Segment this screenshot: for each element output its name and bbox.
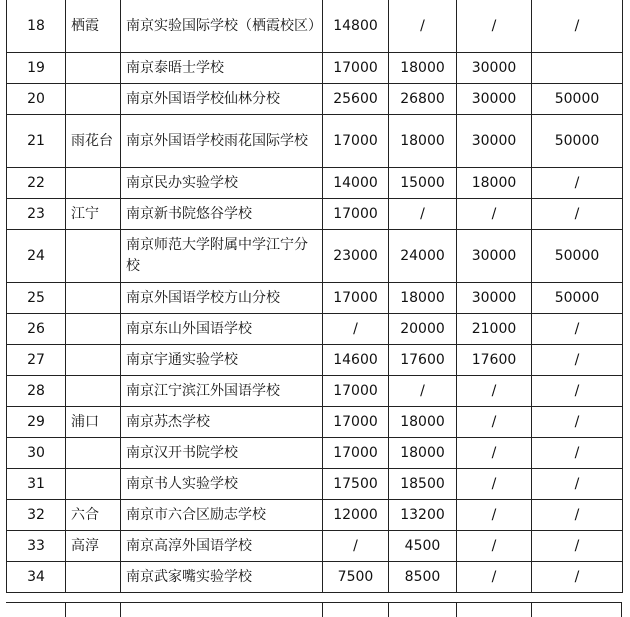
table-row: [7, 562, 623, 593]
fee-cell-3: 17600: [457, 345, 532, 376]
school-name: 南京汉开书院学校: [121, 438, 323, 469]
table-row: [7, 168, 623, 199]
fee-cell-3: /: [457, 376, 532, 407]
fee-cell-1: 17500: [323, 469, 389, 500]
fee-cell-4: /: [532, 345, 623, 376]
school-name: 南京新书院悠谷学校: [121, 199, 323, 230]
district-cell: 高淳: [66, 531, 121, 562]
fee-cell-3: 30000: [457, 283, 532, 314]
fee-cell-1: 17000: [323, 283, 389, 314]
school-name: 南京实验国际学校（栖霞校区）: [121, 0, 323, 53]
fee-cell-4: 50000: [532, 283, 623, 314]
district-cell: [66, 53, 121, 84]
fee-cell-2: 18000: [389, 438, 457, 469]
table-row: [7, 376, 623, 407]
school-name: 南京市六合区励志学校: [121, 500, 323, 531]
district-cell: 雨花台: [66, 115, 121, 168]
table-body: [7, 0, 623, 593]
district-cell: [66, 168, 121, 199]
district-cell: [66, 314, 121, 345]
row-number: 29: [7, 407, 66, 438]
district-cell: [66, 469, 121, 500]
fee-cell-1: 7500: [323, 562, 389, 593]
row-number: 27: [7, 345, 66, 376]
fee-cell-3: 18000: [457, 168, 532, 199]
district-cell: [66, 376, 121, 407]
table-row: [7, 500, 623, 531]
fee-cell-2: /: [389, 376, 457, 407]
district-cell: [66, 438, 121, 469]
fee-cell-1: 17000: [323, 115, 389, 168]
fee-cell-2: 17600: [389, 345, 457, 376]
fee-cell-4: /: [532, 314, 623, 345]
fee-cell-3: 30000: [457, 115, 532, 168]
school-name: 南京外国语学校雨花国际学校: [121, 115, 323, 168]
table-row: [7, 314, 623, 345]
fee-cell-2: 8500: [389, 562, 457, 593]
school-name: 南京外国语学校方山分校: [121, 283, 323, 314]
row-number: 22: [7, 168, 66, 199]
fee-cell-4: /: [532, 199, 623, 230]
fee-cell-4: 50000: [532, 115, 623, 168]
school-name: 南京书人实验学校: [121, 469, 323, 500]
fee-cell-1: 12000: [323, 500, 389, 531]
row-number: 34: [7, 562, 66, 593]
table-row: [7, 115, 623, 168]
row-number: 24: [7, 230, 66, 283]
fee-cell-2: 18500: [389, 469, 457, 500]
table-row: [7, 199, 623, 230]
fee-cell-1: 14600: [323, 345, 389, 376]
school-name: 南京武家嘴实验学校: [121, 562, 323, 593]
table-row: [7, 469, 623, 500]
fee-cell-3: /: [457, 407, 532, 438]
school-name: 南京师范大学附属中学江宁分校: [121, 230, 323, 283]
fee-cell-4: /: [532, 438, 623, 469]
fee-cell-1: 14000: [323, 168, 389, 199]
district-cell: [66, 345, 121, 376]
fee-cell-1: 23000: [323, 230, 389, 283]
row-number: 21: [7, 115, 66, 168]
table-row: [7, 84, 623, 115]
fee-cell-3: /: [457, 438, 532, 469]
district-cell: [66, 84, 121, 115]
next-row-fragment: [6, 602, 622, 617]
fee-cell-2: 13200: [389, 500, 457, 531]
row-number: 31: [7, 469, 66, 500]
fee-cell-1: 25600: [323, 84, 389, 115]
fee-cell-2: /: [389, 199, 457, 230]
fee-cell-2: 18000: [389, 115, 457, 168]
school-name: 南京苏杰学校: [121, 407, 323, 438]
fee-cell-2: /: [389, 0, 457, 53]
row-number: 26: [7, 314, 66, 345]
school-name: 南京东山外国语学校: [121, 314, 323, 345]
fee-cell-3: /: [457, 0, 532, 53]
table-row: [7, 345, 623, 376]
fee-cell-3: /: [457, 469, 532, 500]
fee-cell-4: /: [532, 531, 623, 562]
fee-cell-2: 20000: [389, 314, 457, 345]
district-cell: 六合: [66, 500, 121, 531]
row-number: 33: [7, 531, 66, 562]
fee-cell-3: 30000: [457, 84, 532, 115]
school-name: 南京外国语学校仙林分校: [121, 84, 323, 115]
fee-cell-1: 17000: [323, 199, 389, 230]
table-row: [7, 438, 623, 469]
fee-cell-2: 4500: [389, 531, 457, 562]
row-number: 20: [7, 84, 66, 115]
tuition-table: [6, 0, 623, 593]
fee-cell-3: /: [457, 199, 532, 230]
table-row: [7, 53, 623, 84]
fee-cell-2: 18000: [389, 53, 457, 84]
school-name: 南京江宁滨江外国语学校: [121, 376, 323, 407]
row-number: 28: [7, 376, 66, 407]
fee-cell-2: 24000: [389, 230, 457, 283]
fee-cell-2: 26800: [389, 84, 457, 115]
fee-cell-4: /: [532, 407, 623, 438]
district-cell: [66, 283, 121, 314]
fee-cell-1: /: [323, 314, 389, 345]
row-number: 19: [7, 53, 66, 84]
fee-cell-4: /: [532, 562, 623, 593]
row-number: 30: [7, 438, 66, 469]
fee-cell-3: /: [457, 531, 532, 562]
fee-cell-3: 21000: [457, 314, 532, 345]
fee-cell-4: /: [532, 376, 623, 407]
table-row: [7, 407, 623, 438]
fee-cell-1: 17000: [323, 376, 389, 407]
fee-cell-4: 50000: [532, 84, 623, 115]
district-cell: 江宁: [66, 199, 121, 230]
fee-cell-2: 18000: [389, 407, 457, 438]
fee-cell-1: 14800: [323, 0, 389, 53]
fee-cell-3: /: [457, 562, 532, 593]
district-cell: 浦口: [66, 407, 121, 438]
fee-cell-4: /: [532, 0, 623, 53]
table-row: [7, 230, 623, 283]
fee-cell-1: 17000: [323, 438, 389, 469]
district-cell: [66, 230, 121, 283]
fee-cell-2: 18000: [389, 283, 457, 314]
fee-cell-3: 30000: [457, 230, 532, 283]
school-name: 南京泰晤士学校: [121, 53, 323, 84]
fee-cell-4: 50000: [532, 230, 623, 283]
fee-cell-1: 17000: [323, 53, 389, 84]
row-number: 32: [7, 500, 66, 531]
fee-cell-2: 15000: [389, 168, 457, 199]
fee-cell-1: /: [323, 531, 389, 562]
table-row: [7, 283, 623, 314]
fee-cell-1: 17000: [323, 407, 389, 438]
fee-cell-4: /: [532, 469, 623, 500]
tuition-table-container: [6, 0, 622, 602]
table-row: [7, 531, 623, 562]
school-name: 南京高淳外国语学校: [121, 531, 323, 562]
row-number: 25: [7, 283, 66, 314]
fee-cell-4: [532, 53, 623, 84]
district-cell: 栖霞: [66, 0, 121, 53]
fee-cell-4: /: [532, 168, 623, 199]
table-row: [7, 0, 623, 53]
fee-cell-3: 30000: [457, 53, 532, 84]
school-name: 南京民办实验学校: [121, 168, 323, 199]
fee-cell-4: /: [532, 500, 623, 531]
school-name: 南京宇通实验学校: [121, 345, 323, 376]
row-number: 18: [7, 0, 66, 53]
row-number: 23: [7, 199, 66, 230]
fee-cell-3: /: [457, 500, 532, 531]
district-cell: [66, 562, 121, 593]
